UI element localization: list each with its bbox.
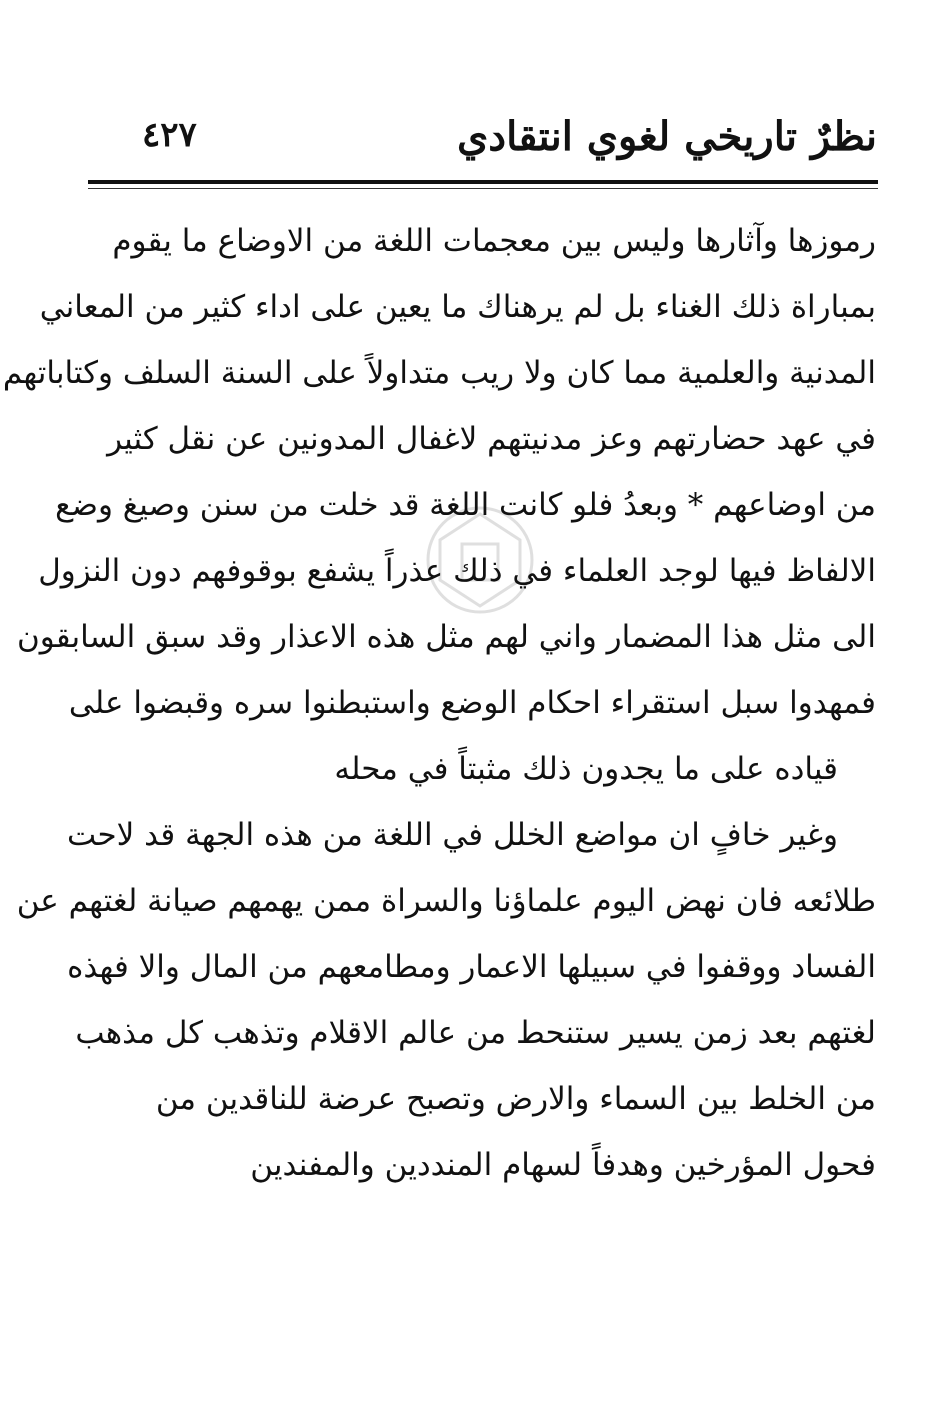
text-line: الالفاظ فيها لوجد العلماء في ذلك عذراً يشفع بوقوفهم دون النزول bbox=[38, 553, 876, 589]
text-line: رموزها وآثارها وليس بين معجمات اللغة من الاوضاع ما يقوم bbox=[112, 223, 876, 259]
header-rule-thin bbox=[88, 188, 878, 189]
page-header bbox=[92, 95, 877, 175]
text-line: لغتهم بعد زمن يسير ستنحط من عالم الاقلام وتذهب كل مذهب bbox=[75, 1015, 876, 1051]
page-number: ٤٢٧ bbox=[142, 115, 197, 155]
paragraph-1 bbox=[2, 208, 876, 802]
text-line: فحول المؤرخين وهدفاً لسهام المنددين والمفندين bbox=[250, 1147, 876, 1183]
text-line: المدنية والعلمية مما كان ولا ريب متداولاً على السنة السلف وكتاباتهم bbox=[2, 355, 876, 391]
text-line: بمباراة ذلك الغناء بل لم يرهناك ما يعين على اداء كثير من المعاني bbox=[39, 289, 876, 325]
paragraph-2 bbox=[16, 802, 876, 1198]
text-line: الفساد ووقفوا في سبيلها الاعمار ومطامعهم من المال والا فهذه bbox=[67, 949, 876, 985]
running-title: نظرٌ تاريخي لغوي انتقادي bbox=[456, 113, 877, 160]
text-line: قياده على ما يجدون ذلك مثبتاً في محله bbox=[334, 751, 838, 787]
text-line: فمهدوا سبل استقراء احكام الوضع واستبطنوا سره وقبضوا على bbox=[68, 685, 876, 721]
text-line: طلائعه فان نهض اليوم علماؤنا والسراة ممن يهمهم صيانة لغتهم عن bbox=[16, 883, 876, 919]
text-line: في عهد حضارتهم وعز مدنيتهم لاغفال المدونين عن نقل كثير bbox=[107, 421, 876, 457]
header-rule bbox=[88, 180, 878, 184]
text-line: من اوضاعهم * وبعدُ فلو كانت اللغة قد خلت من سنن وصيغ وضع bbox=[55, 487, 876, 523]
text-line: من الخلط بين السماء والارض وتصبح عرضة للناقدين من bbox=[155, 1081, 876, 1117]
text-line: الى مثل هذا المضمار واني لهم مثل هذه الاعذار وقد سبق السابقون bbox=[16, 619, 876, 655]
body-text bbox=[2, 208, 876, 1198]
text-line: وغير خافٍ ان مواضع الخلل في اللغة من هذه الجهة قد لاحت bbox=[67, 817, 838, 853]
